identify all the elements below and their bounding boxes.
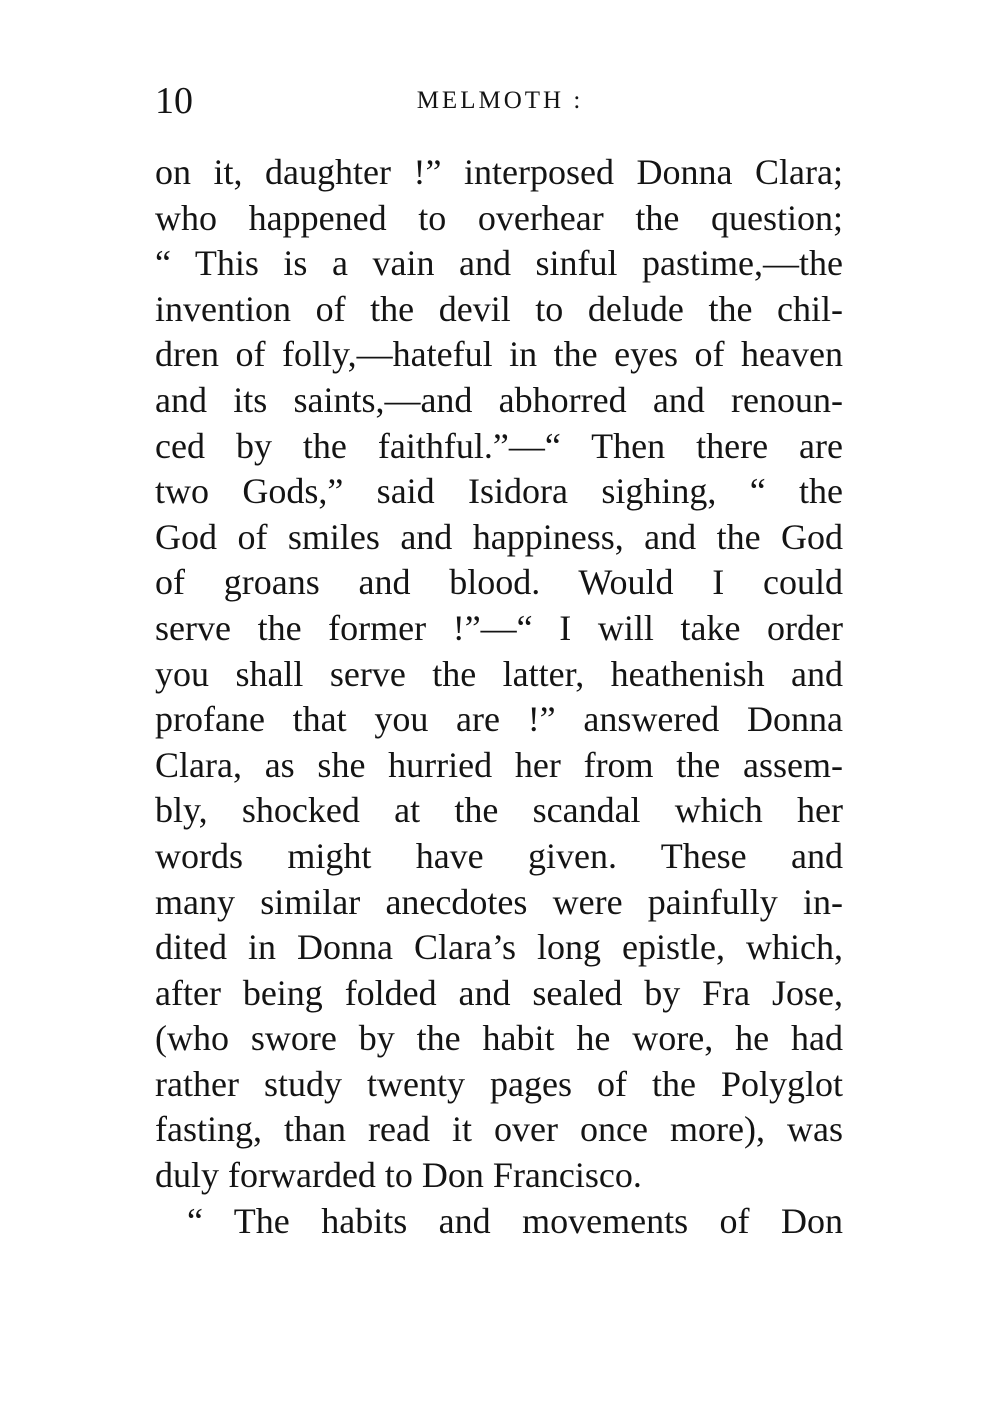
text-line: dren of folly,—hateful in the eyes of heaven [155,334,843,375]
text-line: you shall serve the latter, heathenish and [155,653,843,694]
text-line: fasting, than read it over once more), was [155,1109,843,1150]
text-line: invention of the devil to delude the chil- [155,288,843,329]
page-number: 10 [155,80,193,122]
text-line: two Gods,” said Isidora sighing, “ the [155,471,843,512]
text-line: bly, shocked at the scandal which her [155,790,843,831]
text-line: and its saints,—and abhorred and renoun- [155,379,843,420]
text-line: profane that you are !” answered Donna [155,699,843,740]
body-text [155,150,843,1244]
text-line: ced by the faithful.”—“ Then there are [155,425,843,466]
paragraph-end-line: duly forwarded to Don Francisco. [155,1155,642,1196]
text-line: many similar anecdotes were painfully in- [155,881,843,922]
text-line: rather study twenty pages of the Polyglot [155,1063,843,1104]
text-line: of groans and blood. Would I could [155,562,843,603]
text-line: Clara, as she hurried her from the assem- [155,744,843,785]
text-line: “ This is a vain and sinful pastime,—the [155,243,843,284]
page-header [155,76,845,126]
paragraph-start-line: “ The habits and movements of Don [187,1200,843,1241]
text-line: words might have given. These and [155,835,843,876]
text-line: God of smiles and happiness, and the God [155,516,843,557]
running-title: MELMOTH : [416,87,584,114]
text-line: dited in Donna Clara’s long epistle, which, [155,927,843,968]
text-line: (who swore by the habit he wore, he had [155,1018,843,1059]
text-line: serve the former !”—“ I will take order [155,607,843,648]
text-line: who happened to overhear the question; [155,197,843,238]
text-line: after being folded and sealed by Fra Jose, [155,972,843,1013]
text-line: on it, daughter !” interposed Donna Clara; [155,152,843,192]
